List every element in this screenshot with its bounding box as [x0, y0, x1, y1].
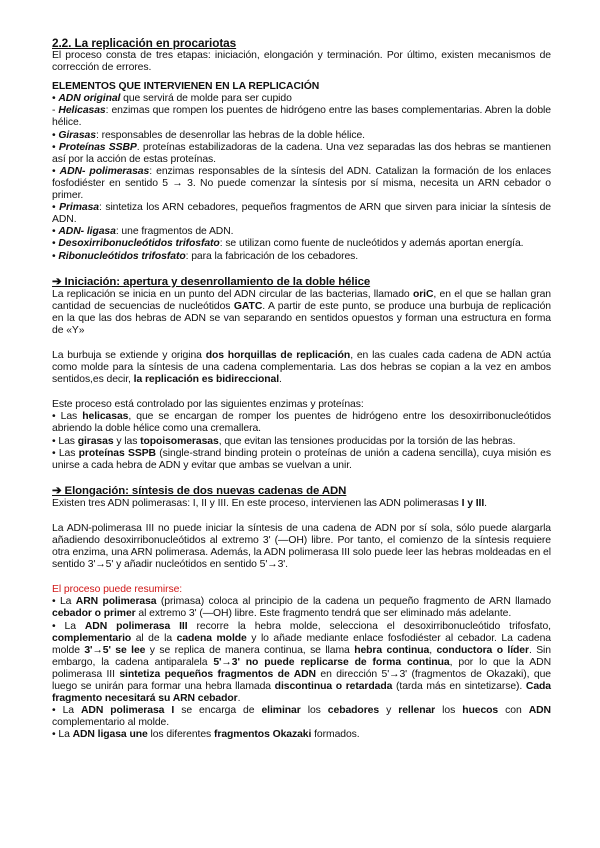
arrow-right-icon: ➔ [52, 275, 62, 288]
list-item: • ADN- polimerasas: enzimas responsables de la síntesis del ADN. Catalizan la formación de los enlaces fosfodiéster en sentido 5 → 3. No puede comenzar la síntesis por sí misma, necesita un ARN cebador o primer. [52, 165, 551, 202]
initiation-paragraph-3: Este proceso está controlado por las siguientes enzimas y proteínas: [52, 399, 364, 411]
intro-paragraph: El proceso consta de tres etapas: iniciación, elongación y terminación. Por último, existen mecanismos de corrección de errores. [52, 50, 551, 74]
list-item: • Las proteínas SSPB (single-strand binding protein o proteínas de unión a cadena sencilla), cuya misión es unirse a cada hebra de ADN y evitar que ambas se vuelvan a unir. [52, 447, 551, 471]
list-item: • Desoxirribonucleótidos trifosfato: se utilizan como fuente de nucleótidos y además aportan energía. [52, 238, 524, 250]
list-item: • ADN- ligasa: une fragmentos de ADN. [52, 226, 234, 238]
arrow-right-icon: ➔ [52, 484, 62, 497]
list-item: • ADN original que servirá de molde para ser cupido [52, 93, 292, 105]
list-item: • La ADN polimerasa III recorre la hebra molde, selecciona el desoxirribonucleótido trifosfato, complementario al de la cadena molde y lo añade mediante enlace fosfodiéster al cebador. La cadena molde 3'→5' se lee y se replica de manera continua, se llama hebra continua, conductora o líder. Sin embargo, la cadena antiparalela 5'→3' no puede replicarse de forma continua, por lo que la ADN polimerasa III sintetiza pequeños fragmentos de ADN en dirección 5'→3' (fragmentos de Okazaki), que luego se unirán para formar una hebra llamada discontinua o retardada (tarda más en sintetizarse). Cada fragmento necesitará su ARN cebador. [52, 620, 552, 705]
elements-list [52, 93, 551, 262]
list-item: • Las helicasas, que se encargan de romper los puentes de hidrógeno entre los desoxirribonucleótidos abriendo la doble hélice como una cremallera. [52, 411, 552, 435]
list-item: • Las girasas y las topoisomerasas, que evitan las tensiones producidas por la torsión de las hebras. [52, 435, 516, 447]
list-item: • Primasa: sintetiza los ARN cebadores, pequeños fragmentos de ARN que sirven para iniciar la síntesis de ADN. [52, 202, 551, 226]
list-item: - Helicasas: enzimas que rompen los puentes de hidrógeno entre las bases complementarias. Abren la doble hélice. [52, 105, 551, 129]
list-item: • La ADN polimerasa I se encarga de eliminar los cebadores y rellenar los huecos con ADN complementario al molde. [52, 705, 551, 729]
list-item: • La ADN ligasa une los diferentes fragmentos Okazaki formados. [52, 729, 360, 741]
elongation-paragraph-1: Existen tres ADN polimerasas: I, II y III. En este proceso, intervienen las ADN polimerasas I y III. [52, 497, 487, 509]
document-body [52, 36, 551, 742]
initiation-paragraph-1: La replicación se inicia en un punto del ADN circular de las bacterias, llamado oriC, en el que se hallan gran cantidad de secuencias de nucleótidos GATC. A partir de este punto, se produce una burbuja de replicación en la que las dos hebras de ADN se van separando en sentidos opuestos y forman una estructura en forma de «Y» [52, 288, 551, 336]
elongation-heading: ➔ Elongación: síntesis de dos nuevas cadenas de ADN [52, 484, 347, 497]
list-item: • La ARN polimerasa (primasa) coloca al principio de la cadena un pequeño fragmento de ARN llamado cebador o primer al extremo 3' (—OH) libre. Este fragmento tendrá que ser eliminado más adelante. [52, 596, 551, 620]
list-item: • Proteínas SSBP. proteínas estabilizadoras de la cadena. Una vez separadas las dos hebras se mantienen así por la acción de estas proteínas. [52, 141, 551, 165]
summary-label: El proceso puede resumirse: [52, 584, 183, 596]
list-item: • Girasas: responsables de desenrollar las hebras de la doble hélice. [52, 129, 365, 141]
initiation-paragraph-2: La burbuja se extiende y origina dos horquillas de replicación, en las cuales cada cadena de ADN actúa como molde para la síntesis de una cadena complementaria. Las dos hebras se copian a la vez en ambos sentidos,es decir, la replicación es bidireccional. [52, 349, 551, 386]
elements-heading: ELEMENTOS QUE INTERVIENEN EN LA REPLICACIÓN [52, 81, 320, 93]
initiation-heading: ➔ Iniciación: apertura y desenrollamiento de la doble hélice [52, 275, 371, 288]
section-title: 2.2. La replicación en procariotas [52, 36, 237, 50]
list-item: • Ribonucleótidos trifosfato: para la fabricación de los cebadores. [52, 250, 359, 262]
elongation-paragraph-2: La ADN-polimerasa III no puede iniciar la síntesis de una cadena de ADN por sí sola, sólo puede alargarla añadiendo desoxirribonucleótidos al extremo 3' (—OH) libre. Por tanto, el comienzo de la síntesis requiere otra enzima, una ARN polimerasa. Además, la ADN polimerasa III solo puede leer las hebras moldeadas en el sentido 3'→5' y añadir nucleótidos en sentido 5'→3'. [52, 522, 551, 571]
